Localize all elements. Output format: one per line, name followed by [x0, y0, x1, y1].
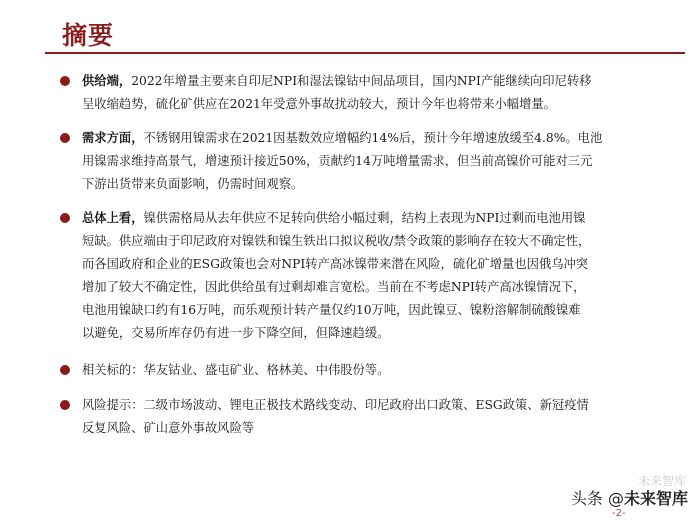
- point-line: 以避免，交易所库存仍有进一步下降空间，但降速趋缓。: [82, 326, 390, 340]
- bullet-icon: [60, 133, 70, 143]
- point-risk: [60, 394, 660, 440]
- point-lead: 总体上看，: [82, 211, 144, 225]
- point-line: 呈收缩趋势，硫化矿供应在2021年受意外事故扰动较大，预计今年也将带来小幅增量。: [82, 97, 556, 111]
- point-related-stocks: [60, 359, 660, 382]
- summary-content: [60, 70, 660, 440]
- point-lead: 需求方面，: [82, 131, 144, 145]
- point-text: [82, 394, 660, 440]
- point-line: 用镍需求维持高景气，增速预计接近50%，贡献约14万吨增量需求，但当前高镍价可能对三元: [82, 154, 593, 168]
- page-title: 摘要: [62, 21, 115, 50]
- point-line: 反复风险、矿山意外事故风险等: [82, 421, 255, 435]
- point-line: 总体上看，镍供需格局从去年供应不足转向供给小幅过剩，结构上表现为NPI过剩而电池用镍: [82, 211, 586, 225]
- title-divider: [45, 52, 685, 54]
- point-text: [82, 207, 660, 345]
- point-supply: [60, 70, 660, 116]
- watermark: 未来智库: [637, 474, 686, 488]
- footer-brand: 未来智库: [623, 489, 688, 508]
- point-text: [82, 70, 660, 116]
- point-overall: [60, 207, 660, 345]
- bullet-icon: [60, 213, 70, 223]
- point-line: 短缺。供应端由于印尼政府对镍铁和镍生铁出口拟议税收/禁令政策的影响存在较大不确定性，: [82, 234, 591, 248]
- bullet-icon: [60, 400, 70, 410]
- point-line: 电池用镍缺口约有16万吨，而乐观预计转产量仅约10万吨，因此镍豆、镍粉溶解制硫酸镍难: [82, 303, 581, 317]
- bullet-icon: [60, 365, 70, 375]
- point-line: 下游出货带来负面影响，仍需时间观察。: [82, 177, 304, 191]
- point-lead: 供给端，: [82, 74, 132, 88]
- point-text: [82, 359, 660, 382]
- footer-source: 头条 @未来智库: [570, 489, 688, 508]
- point-line: 需求方面，不锈钢用镍需求在2021因基数效应增幅约14%后，预计今年增速放缓至4.8%。电池: [82, 131, 603, 145]
- page-number: -2-: [612, 508, 626, 519]
- point-line: 相关标的：华友钴业、盛屯矿业、格林美、中伟股份等。: [82, 363, 390, 377]
- point-text: [82, 127, 660, 196]
- point-line: 而各国政府和企业的ESG政策也会对NPI转产高冰镍带来潜在风险，硫化矿增量也因俄乌冲突: [82, 257, 589, 271]
- point-demand: [60, 127, 660, 196]
- point-line: 增加了较大不确定性，因此供给虽有过剩却难言宽松。当前在不考虑NPI转产高冰镍情况下，: [82, 280, 586, 294]
- point-line: 供给端，2022年增量主要来自印尼NPI和湿法镍钴中间品项目，国内NPI产能继续向印尼转移: [82, 74, 592, 88]
- bullet-icon: [60, 76, 70, 86]
- point-line: 风险提示：二级市场波动、锂电正极技术路线变动、印尼政府出口政策、ESG政策、新冠疫情: [82, 398, 589, 412]
